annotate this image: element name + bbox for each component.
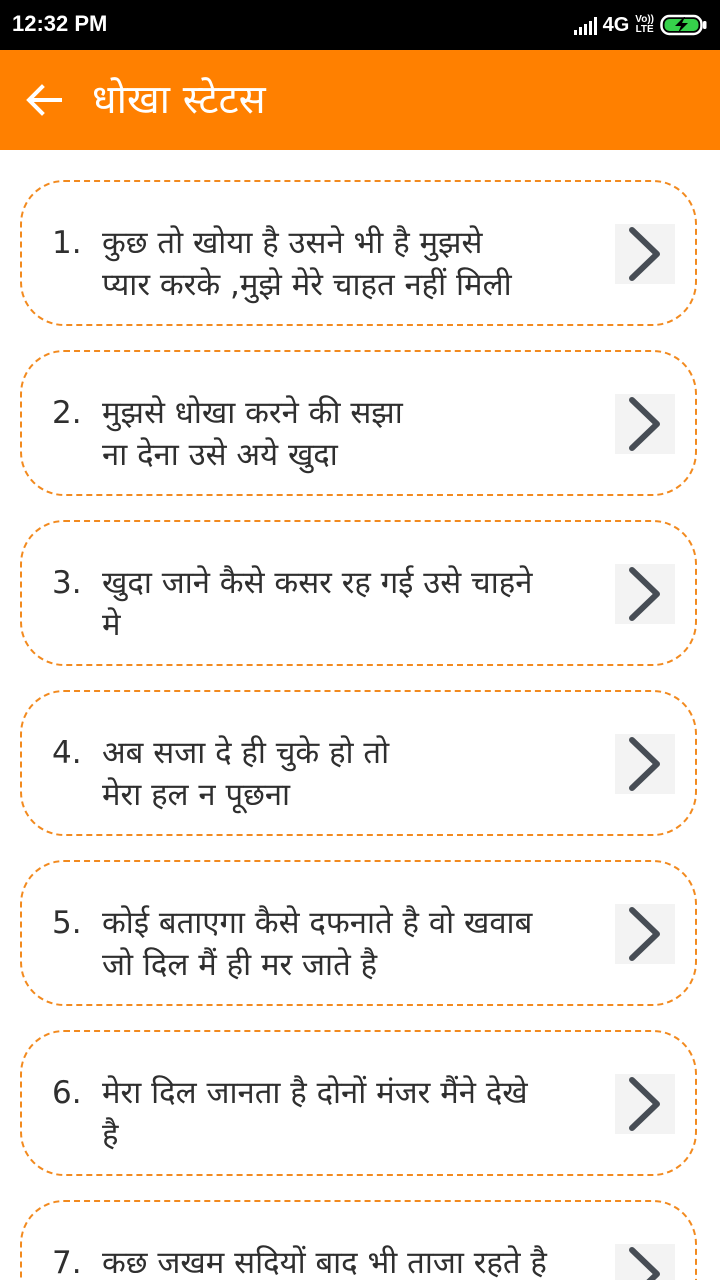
item-text: मुझसे धोखा करने की सझा ना देना उसे अये खुदा xyxy=(102,395,403,473)
chevron-right-icon[interactable] xyxy=(615,394,675,454)
arrow-left-icon[interactable] xyxy=(22,78,66,122)
list-item[interactable] xyxy=(20,1200,697,1280)
volte-icon xyxy=(635,15,654,35)
chevron-right-icon[interactable] xyxy=(615,224,675,284)
item-text: कछ जखम सदियों बाद भी ताजा रहते है xyxy=(102,1245,547,1280)
item-text: खुदा जाने कैसे कसर रह गई उसे चाहने मे xyxy=(102,565,533,643)
chevron-right-icon[interactable] xyxy=(615,1244,675,1280)
network-type: 4G xyxy=(602,13,630,36)
chevron-right-icon[interactable] xyxy=(615,904,675,964)
item-number: 4. xyxy=(52,735,82,771)
list-item[interactable] xyxy=(20,520,697,666)
list-item[interactable] xyxy=(20,690,697,836)
list-item[interactable] xyxy=(20,180,697,326)
page-title: धोखा स्टेटस xyxy=(92,77,266,123)
chevron-right-icon[interactable] xyxy=(615,734,675,794)
chevron-right-icon[interactable] xyxy=(615,1074,675,1134)
item-number: 2. xyxy=(52,395,82,431)
item-text: मेरा दिल जानता है दोनों मंजर मैंने देखे है xyxy=(102,1075,528,1153)
item-number: 1. xyxy=(52,225,82,261)
status-time: 12:32 PM xyxy=(12,11,108,36)
status-icons xyxy=(574,10,708,40)
volte-bottom-label: LTE xyxy=(635,24,654,35)
chevron-right-icon[interactable] xyxy=(615,564,675,624)
signal-strength-icon xyxy=(574,15,597,35)
list-item[interactable] xyxy=(20,1030,697,1176)
list-item[interactable] xyxy=(20,860,697,1006)
battery-charging-icon xyxy=(660,14,708,36)
item-text: कोई बताएगा कैसे दफनाते है वो खवाब जो दिल मैं ही मर जाते है xyxy=(102,905,533,983)
item-number: 6. xyxy=(52,1075,82,1111)
item-number: 5. xyxy=(52,905,82,941)
app-bar xyxy=(0,50,720,150)
list-item[interactable] xyxy=(20,350,697,496)
status-bar xyxy=(0,0,720,50)
volte-top-label: Vo)) xyxy=(635,14,654,25)
item-text: कुछ तो खोया है उसने भी है मुझसे प्यार करके ,मुझे मेरे चाहत नहीं मिली xyxy=(102,225,512,303)
item-number: 7. xyxy=(52,1245,82,1280)
item-number: 3. xyxy=(52,565,82,601)
item-text: अब सजा दे ही चुके हो तो मेरा हल न पूछना xyxy=(102,735,390,813)
status-list xyxy=(0,150,720,1280)
